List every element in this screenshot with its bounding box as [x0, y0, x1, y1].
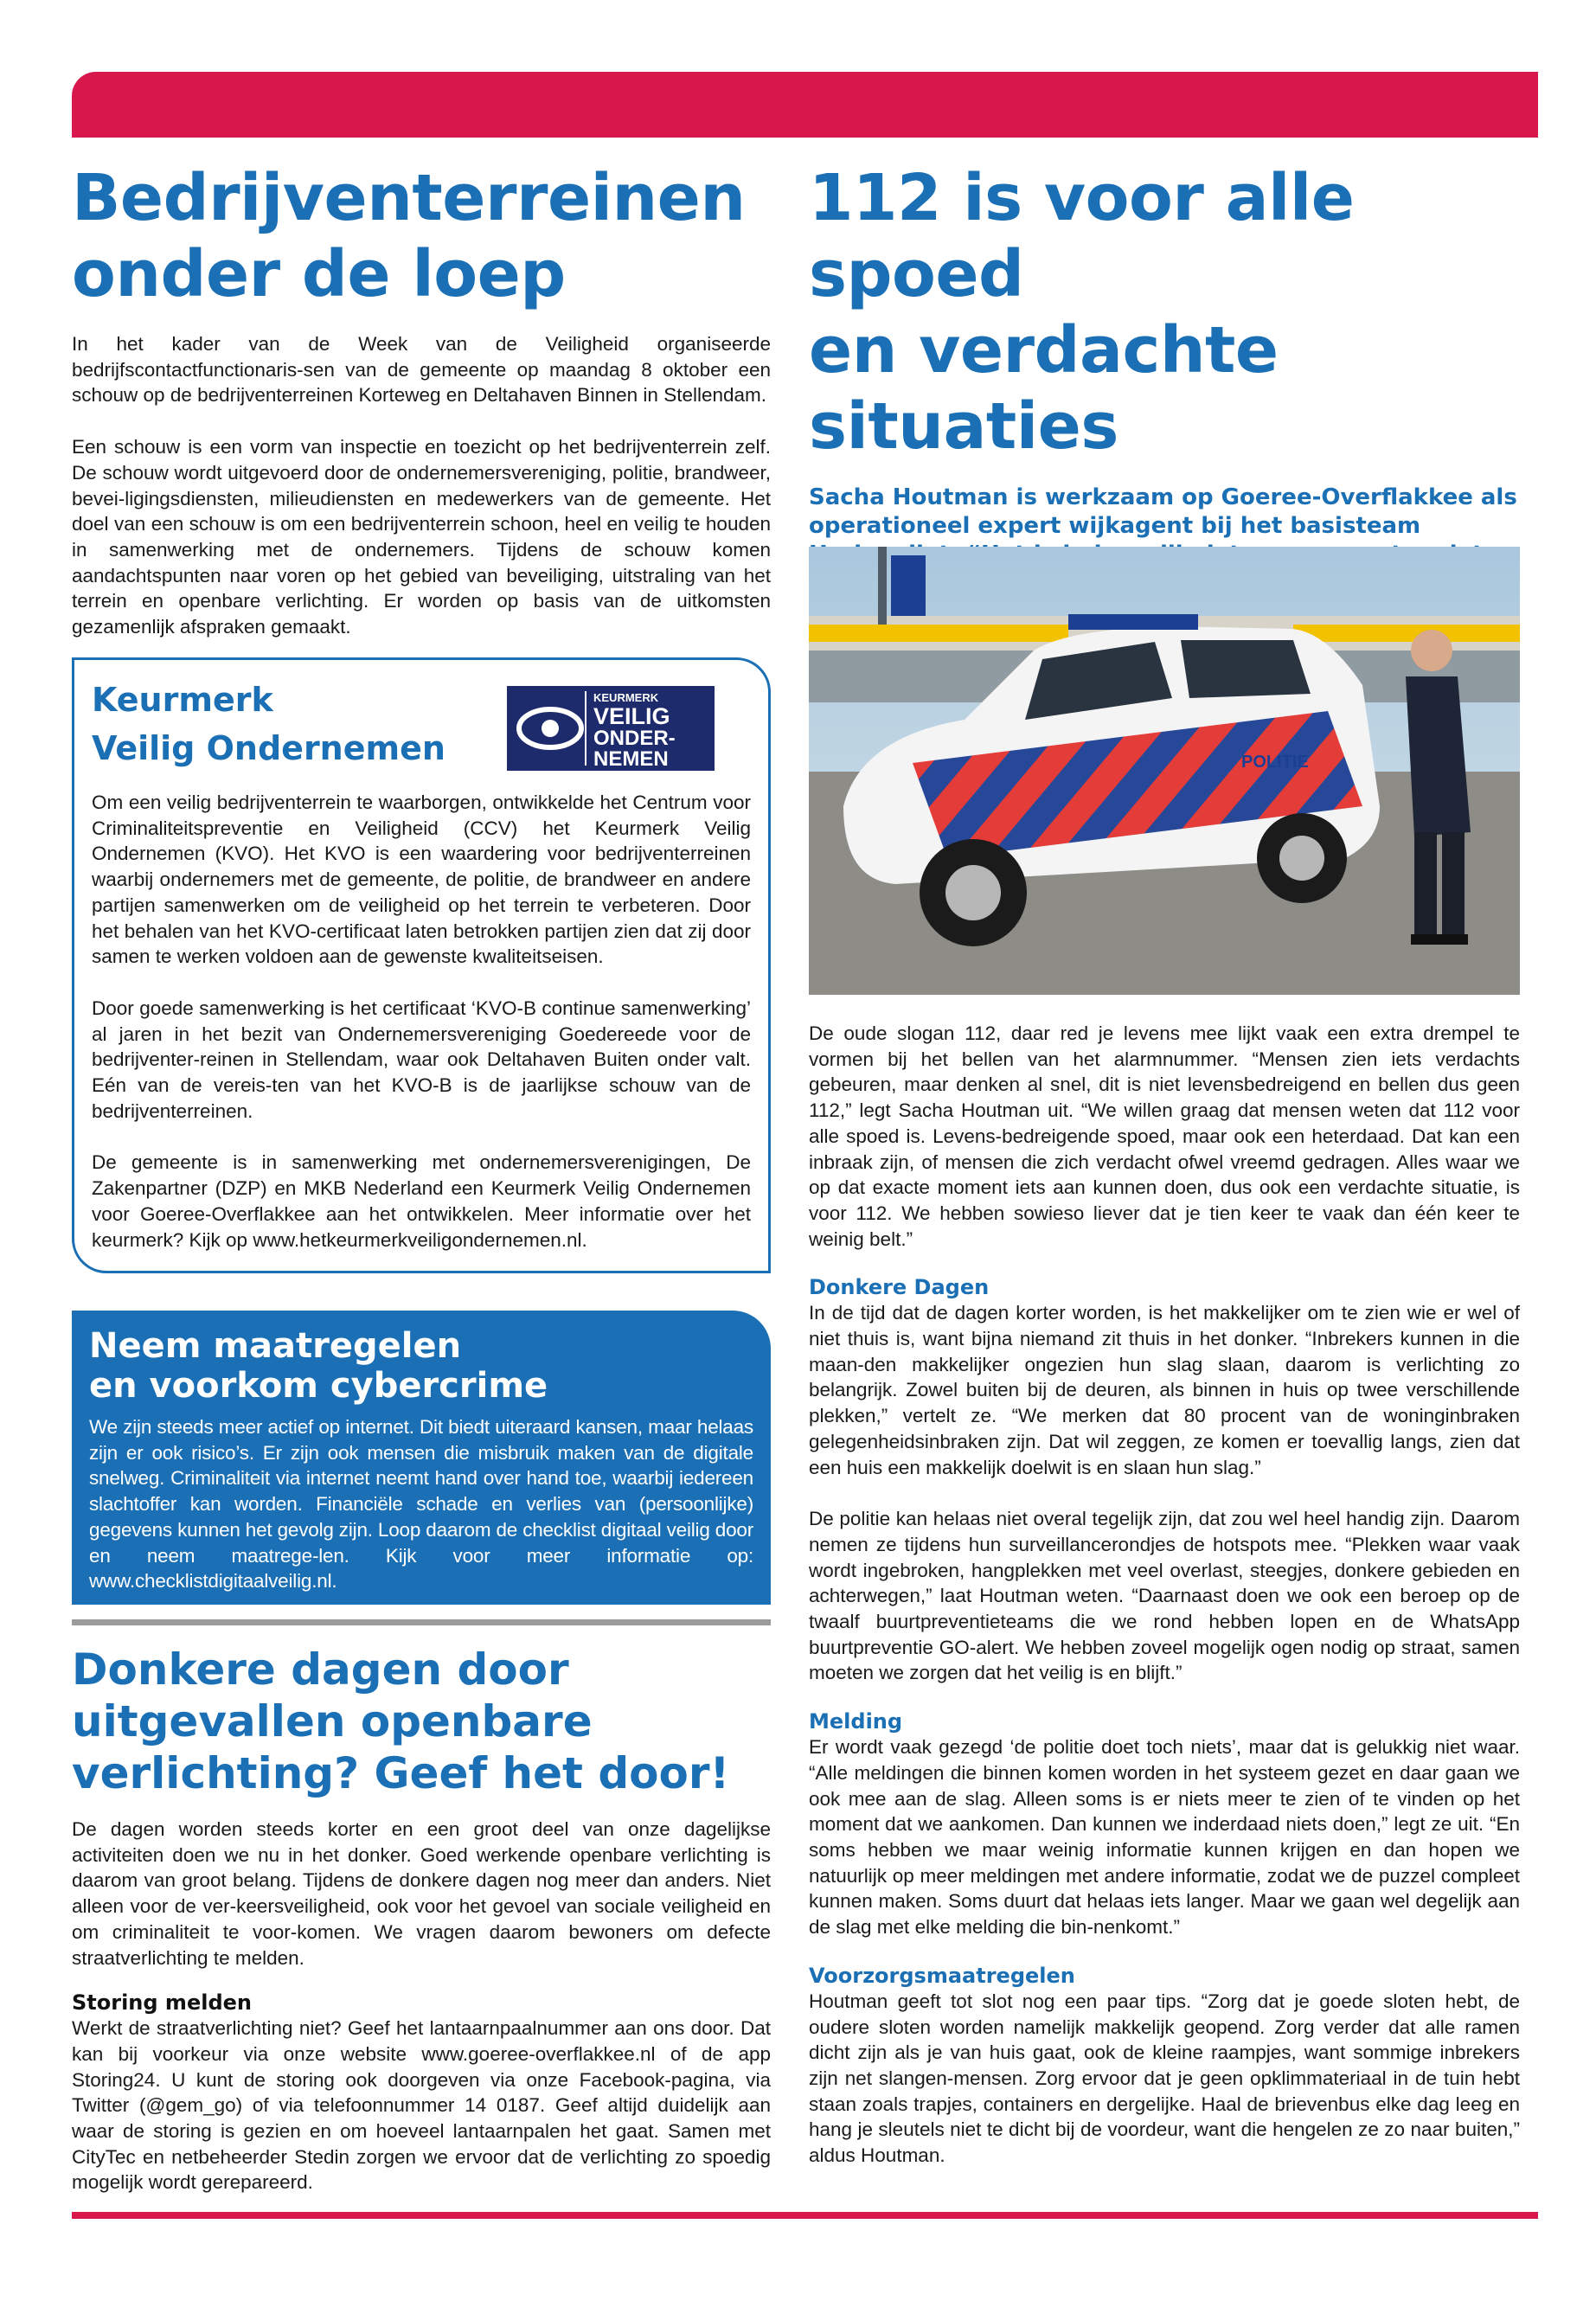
- article-title: [72, 160, 771, 312]
- subheading: Donkere Dagen: [809, 1275, 990, 1300]
- lead-paragraph: Sacha Houtman is werkzaam op Goeree-Overflakkee als operationeel expert wijkagent bij het basisteam: [809, 484, 1517, 539]
- article-title: [72, 1644, 771, 1799]
- subheading: Storing melden: [72, 1990, 252, 2016]
- keurmerk-box: [72, 657, 771, 1273]
- title-line: Bedrijventerreinen: [72, 161, 746, 235]
- body-paragraph: Er wordt vaak gezegd ‘de politie doet toch niets’, maar dat is gelukkig niet waar. “Alle meldingen die binnen komen worden in het systeem gezet en daar gaan we ook mee aan de slag. Alleen soms is er niets meer te zien of te vinden op het moment dat we aankomen. Dan kunnen we inderdaad niets doen,” legt ze uit. “En soms hebben we maar weinig informatie kunnen krijgen en dan hopen we natuurlijk op meer meldingen met andere informatie, zodat we de puzzel compleet kunnen maken. Soms duurt dat helaas iets langer. Maar we gaan wel degelijk aan de slag met elke melding die bin-nenkomt.”: [809, 1736, 1520, 1939]
- keurmerk-logo: [507, 686, 715, 771]
- cybercrime-box: [72, 1311, 771, 1605]
- article-donkere-dagen: [72, 1644, 771, 2195]
- logo-text: NEMEN: [593, 747, 669, 771]
- article-bedrijventerreinen: [72, 160, 771, 640]
- box-paragraph: Om een veilig bedrijventerrein te waarborgen, ontwikkelde het Centrum voor Criminaliteitspreventie en Veiligheid (CCV) het Keurmerk Veilig Ondernemen (KVO). Het KVO is een waardering voor bedrijventerreinen waarbij ondernemers met de gemeente, de politie, de brandweer en andere partijen samenwerken om de veiligheid op het terrein te verbeteren. Door het behalen van het KVO-certificaat laten betrokken partijen zien dat zij door samen te werken voldoen aan de gewenste kwaliteitseisen.: [92, 792, 751, 968]
- title-line: Donkere dagen door: [72, 1644, 569, 1695]
- box-title: [89, 1326, 753, 1406]
- car-label: POLITIE: [1241, 753, 1309, 772]
- logo-text: KEURMERK: [593, 691, 659, 704]
- article-title: [809, 160, 1520, 465]
- title-line: Veilig Ondernemen: [92, 729, 445, 767]
- box-paragraph: We zijn steeds meer actief op internet. Dit biedt uiteraard kansen, maar helaas zijn er ook risico’s. Er zijn ook mensen die misbruik maken van de digitale snelweg. Criminaliteit via internet neemt hand over hand toe, waarbij iedereen slachtoffer kan worden. Financiële schade en verlies van (persoonlijke) gegevens kunnen het gevolg zijn. Loop daarom de checklist digitaal veilig door en neem maatrege-len. Kijk voor meer informatie op: www.checklistdigitaalveilig.nl.: [89, 1416, 753, 1593]
- title-line: Keurmerk: [92, 681, 273, 719]
- logo-text: VEILIG: [593, 703, 670, 729]
- title-line: en verdachte situaties: [809, 313, 1279, 464]
- body-paragraph: Werkt de straatverlichting niet? Geef het lantaarnpaalnummer aan ons door. Dat kan bij voorkeur via onze website www.goeree-overflakkee.nl of de app Storing24. U kunt de storing ook doorgeven via onze Facebook-pagina, via Twitter (@gem_go) of via telefoonnummer 14 0187. Geef altijd duidelijk aan waar de storing is gezien en om hoeveel lantaarnpalen het gaat. Samen met CityTec en netbeheerder Stedin zorgen we ervoor dat de verlichting zo spoedig mogelijk wordt gerepareerd.: [72, 2017, 771, 2194]
- article-112-body: [809, 1021, 1520, 2169]
- police-car-photo: [809, 547, 1520, 995]
- body-paragraph: In de tijd dat de dagen korter worden, is het makkelijker om te zien wie er wel of niet thuis is, want bijna niemand zit thuis in het donker. “Inbrekers kunnen in die maan-den makkelijker ongezien hun slag slaan, daarom is verlichting zo belangrijk. Zowel buiten bij de deuren, als binnen in huis op twee verschillende plekken,” vertelt ze. “We merken dat 80 procent van de woninginbraken gelegenheidsinbraken zijn. Dat wil zeggen, ze komen er toevallig langs, zien dat een huis een makkelijk doelwit is en slaan hun slag.”: [809, 1302, 1520, 1478]
- title-line: uitgevallen openbare: [72, 1696, 593, 1747]
- top-accent-bar: [72, 72, 1538, 138]
- eye-shield-icon: [507, 686, 715, 771]
- body-paragraph: Houtman geeft tot slot nog een paar tips. “Zorg dat je goede sloten hebt, de oudere sloten worden namelijk makkelijk geopend. Zorg verder dat alle ramen dicht zijn als je van huis gaat, ook de kleine raampjes, want sommige inbrekers zijn net slangen-mensen. Zorg ervoor dat je geen opklimmateriaal in de tuin hebt staan zoals trapjes, containers en dergelijke. Haal de brievenbus elke dag leeg en hang je sleutels niet te dicht bij de voordeur, want die hengelen ze zo naar buiten,” aldus Houtman.: [809, 1990, 1520, 2167]
- divider: [72, 1619, 771, 1625]
- bottom-accent-bar: [72, 2212, 1538, 2219]
- subheading: Melding: [809, 1709, 903, 1734]
- subheading: Voorzorgsmaatregelen: [809, 1963, 1075, 1988]
- body-paragraph: De oude slogan 112, daar red je levens mee lijkt vaak een extra drempel te vormen bij het bellen van het alarmnummer. “Mensen zien iets verdachts gebeuren, maar denken al snel, dit is niet levensbedreigend en bellen dus geen 112,” legt Sacha Houtman uit. “We willen graag dat mensen weten dat 112 voor alle spoed is. Levens-bedreigende spoed, maar ook een heterdaad. Dat kan een inbraak zijn, of mensen die zich verdacht ofwel vreemd gedragen. Alles waar we op dat exacte moment iets aan kunnen doen, dus ook een verdachte situatie, is voor 112. We hebben sowieso liever dat je tien keer te vaak dan één keer te weinig belt.”: [809, 1022, 1520, 1250]
- title-line: 112 is voor alle spoed: [809, 161, 1355, 311]
- title-line: onder de loep: [72, 237, 566, 311]
- body-paragraph: De politie kan helaas niet overal tegelijk zijn, dat zou wel heel handig zijn. Daarom nemen ze tijdens hun surveillancerondjes de hotspots mee. “Plekken waar vaak wordt ingebroken, hangplekken met veel overlast, steegjes, donkere gebieden en achterwegen,” laat Houtman weten. “Daarnaast doen we ook een beroep op de twaalf buurtpreventieteams die we rond hebben lopen en de WhatsApp buurtpreventie GO-alert. We hebben zoveel mogelijk ogen nodig op straat, samen moeten we zorgen dat het veilig is en blijft.”: [809, 1508, 1520, 1684]
- title-line: verlichting? Geef het door!: [72, 1748, 730, 1798]
- body-paragraph: Een schouw is een vorm van inspectie en toezicht op het bedrijventerrein zelf. De schouw wordt uitgevoerd door de ondernemersvereniging, politie, brandweer, bevei-ligingsdiensten, milieudiensten en medewerkers van de gemeente. Het doel van een schouw is om een bedrijventerrein schoon, heel en veilig te houden in samenwerking met de ondernemers. Tijdens de schouw komen aandachtspunten naar voren op het gebied van beveiliging, uitstraling van het terrein en openbare verlichting. Er worden op basis van de uitkomsten gezamenlijk afspraken gemaakt.: [72, 436, 771, 638]
- box-paragraph: Door goede samenwerking is het certificaat ‘KVO-B continue samenwerking’ al jaren in het bezit van Ondernemersvereniging Goedereede voor de bedrijventer-reinen in Stellendam, waar ook Deltahaven Buiten onder valt. Eén van de vereis-ten van het KVO-B is de jaarlijkse schouw van de bedrijventerreinen.: [92, 997, 751, 1122]
- title-line: en voorkom cybercrime: [89, 1366, 548, 1406]
- intro-paragraph: In het kader van de Week van de Veiligheid organiseerde bedrijfscontactfunctionaris-sen van de gemeente op maandag 8 oktober een schouw op de bedrijventerreinen Korteweg en Deltahaven Binnen in Stellendam.: [72, 333, 771, 407]
- police-car-image: [809, 547, 1520, 995]
- title-line: Neem maatregelen: [89, 1326, 462, 1366]
- body-paragraph: De dagen worden steeds korter en een groot deel van onze dagelijkse activiteiten doen we nu in het donker. Goed werkende openbare verlichting is daarom van groot belang. Tijdens de donkere dagen nog meer dan anders. Niet alleen voor de ver-keersveiligheid, ook voor het gevoel van sociale veiligheid en om criminaliteit te voor-komen. We vragen daarom bewoners om defecte straatverlichting te melden.: [72, 1818, 771, 1969]
- logo-text: ONDER-: [593, 727, 676, 750]
- box-paragraph: De gemeente is in samenwerking met ondernemersverenigingen, De Zakenpartner (DZP) en MKB Nederland een Keurmerk Veilig Ondernemen voor Goeree-Overflakkee aan het ontwikkelen. Meer informatie over het keurmerk? Kijk op www.hetkeurmerkveiligondernemen.nl.: [92, 1151, 751, 1251]
